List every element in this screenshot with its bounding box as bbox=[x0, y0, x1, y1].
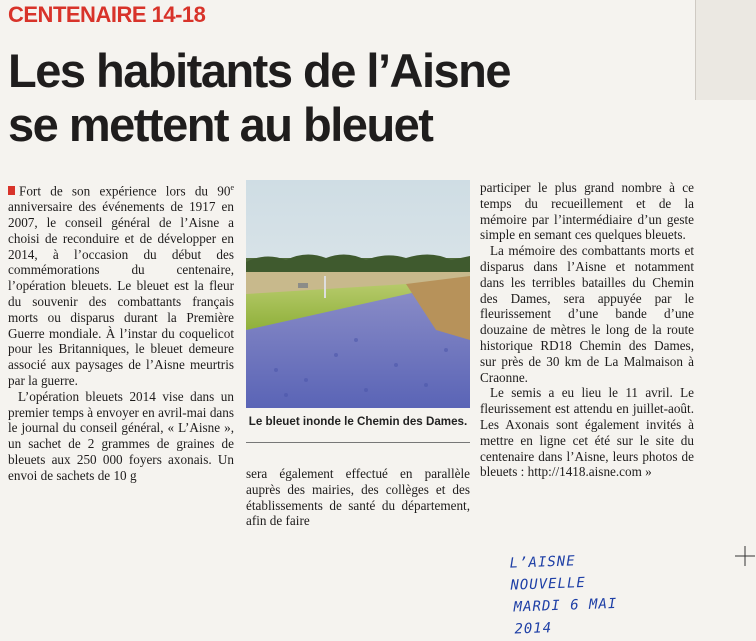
article-column-2 bbox=[246, 466, 470, 529]
paragraph-sowing: Le semis a eu lieu le 11 avril. Le fleurissement est attendu en juillet-août. Les Axonais sont également invités à mettre en ligne cet été sur le site du centenaire dans l’Aisne, leurs photos de bleuets : http://1418.aisne.com » bbox=[480, 385, 694, 480]
intro-text-end: anniversaire des événements de 1917 en 2007, le conseil général de l’Aisne a choisi de reconduire et de développer en 2014, à l’occasion du début des commémorations du centenaire, l’opération bleuets. Le bleuet est la fleur du souvenir des combattants français morts ou disparus durant la Première Guerre mondiale. À l’instar du coquelicot pour les Britanniques, le bleuet demeure associé aux paysages de l’Aisne meurtris par la guerre. bbox=[8, 199, 234, 388]
photo-figure bbox=[246, 180, 470, 463]
intro-text-start: Fort de son expérience lors du 90 bbox=[19, 183, 231, 199]
caption-divider bbox=[246, 442, 470, 443]
headline bbox=[8, 44, 568, 152]
stamp-date: MARDI 6 MAI 2014 bbox=[513, 595, 618, 638]
article-column-1 bbox=[8, 180, 234, 542]
source-stamp bbox=[510, 550, 660, 638]
paragraph-operation: L’opération bleuets 2014 vise dans un premier temps à envoyer en avril-mai dans le journal du conseil général, « L’Aisne », un sachet de 2 grammes de graines de bleuets aux 250 000 foyers axonais. Un envoi de sachets de 10 g bbox=[8, 388, 234, 483]
paragraph-memory: La mémoire des combattants morts et disparus dans l’Aisne et notamment dans les terribles batailles du Chemin des Dames, sera appuyée par le fleurissement d’une bande d’une douzaine de mètres le long de la route historique RD18 Chemin des Dames, sur près de 30 km de La Malmaison à Craonne. bbox=[480, 243, 694, 385]
headline-line-1: Les habitants de l’Aisne bbox=[8, 44, 511, 97]
paragraph-intro bbox=[8, 180, 234, 389]
ordinal-superscript: e bbox=[230, 183, 234, 192]
photo-caption: Le bleuet inonde le Chemin des Dames. bbox=[248, 415, 468, 428]
paragraph-marker-icon bbox=[8, 186, 15, 195]
paragraph-participation: participer le plus grand nombre à ce temps du recueillement et de la mémoire par l’intermédiaire d’un geste simple en semant ces quelques bleuets. bbox=[480, 180, 694, 243]
article-column-3 bbox=[480, 180, 694, 542]
crop-mark-icon bbox=[735, 546, 755, 566]
paragraph-continuation: sera également effectué en parallèle auprès des mairies, des collèges et des établissements de santé du département, afin de faire bbox=[246, 466, 470, 529]
section-rubric: CENTENAIRE 14-18 bbox=[8, 2, 206, 27]
headline-line-2: se mettent au bleuet bbox=[8, 98, 433, 151]
cornflower-field-photo bbox=[246, 180, 470, 408]
stamp-newspaper-name: L’AISNE NOUVELLE bbox=[509, 553, 587, 594]
adjacent-page-edge bbox=[695, 0, 756, 100]
